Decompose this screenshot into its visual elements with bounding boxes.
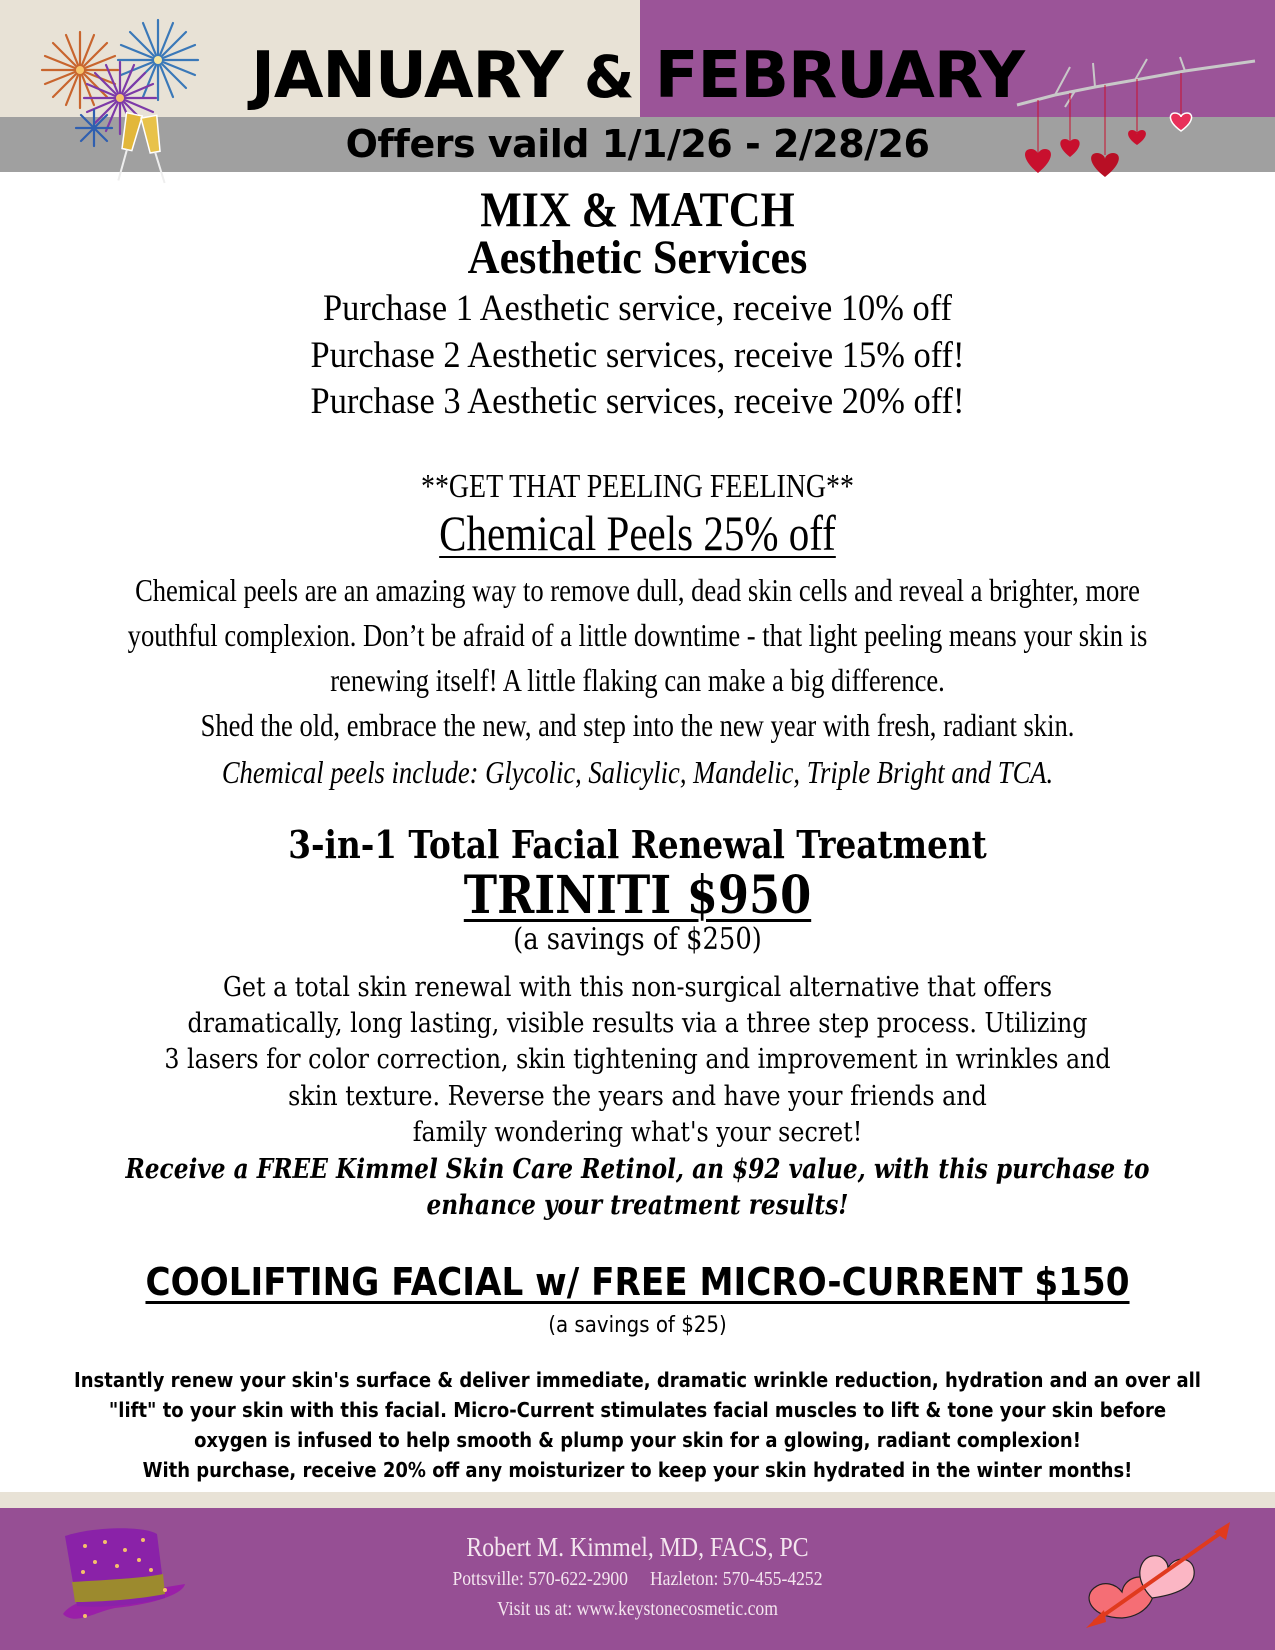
coolifting-title-text: COOLIFTING FACIAL w/ FREE MICRO-CURRENT $150 <box>145 1260 1130 1304</box>
footer-website-link[interactable]: Visit us at: www.keystonecosmetic.com <box>497 1598 778 1620</box>
peel-body-line: renewing itself! A little flaking can make a big difference. <box>330 662 945 698</box>
coolifting-body-line: With purchase, receive 20% off any moisturizer to keep your skin hydrated in the winter months! <box>142 1458 1133 1482</box>
footer-phone-numbers: Pottsville: 570-622-2900 Hazleton: 570-455-4252 <box>452 1568 823 1590</box>
mix-tier-1: Purchase 1 Aesthetic service, receive 10% off <box>322 288 952 329</box>
triniti-title-text: TRINITI $950 <box>463 865 812 926</box>
footer-practice-name: Robert M. Kimmel, MD, FACS, PC <box>466 1532 809 1562</box>
peel-body-line: Chemical peels are an amazing way to remove dull, dead skin cells and reveal a brighter, more <box>135 572 1140 608</box>
peel-body-line: youthful complexion. Don’t be afraid of a little downtime - that light peeling means your skin is <box>127 617 1148 653</box>
coolifting-body-line: oxygen is infused to help smooth & plump your skin for a glowing, radiant complexion! <box>194 1428 1081 1452</box>
hanging-hearts-icon <box>1015 55 1260 185</box>
title-february: FEBRUARY <box>654 39 1024 113</box>
triniti-body-line: skin texture. Reverse the years and have your friends and <box>288 1081 987 1112</box>
mix-match-title: MIX & MATCH <box>480 181 795 237</box>
peel-types: Chemical peels include: Glycolic, Salicylic, Mandelic, Triple Bright and TCA. <box>221 754 1054 790</box>
peel-title <box>115 504 1161 562</box>
triniti-kicker: 3-in-1 Total Facial Renewal Treatment <box>288 822 987 867</box>
mix-tier-2: Purchase 2 Aesthetic services, receive 15% off! <box>310 335 965 376</box>
triniti-body-line: Get a total skin renewal with this non-surgical alternative that offers <box>222 972 1053 1003</box>
triniti-bonus-line: enhance your treatment results! <box>426 1190 849 1221</box>
coolifting-body-line: "lift" to your skin with this facial. Micro-Current stimulates facial muscles to lift & tone your skin before <box>108 1398 1167 1422</box>
peel-title-text: Chemical Peels 25% off <box>439 505 836 561</box>
offer-validity: Offers vaild 1/1/26 - 2/28/26 <box>345 122 930 166</box>
triniti-savings: (a savings of $250) <box>513 922 762 957</box>
triniti-title <box>89 866 1186 926</box>
triniti-body-line: 3 lasers for color correction, skin tightening and improvement in wrinkles and <box>164 1044 1111 1075</box>
footer-beige-strip <box>0 1492 1275 1508</box>
coolifting-title <box>64 1258 1212 1306</box>
mix-match-subtitle: Aesthetic Services <box>467 231 808 284</box>
triniti-body-line: dramatically, long lasting, visible results via a three step process. Utilizing <box>187 1008 1088 1039</box>
title-ampersand: & <box>583 43 634 111</box>
coolifting-savings: (a savings of $25) <box>548 1313 727 1338</box>
mix-tier-3: Purchase 3 Aesthetic services, receive 20% off! <box>310 381 965 422</box>
title-january: JANUARY <box>251 39 563 113</box>
hearts-arrow-icon <box>1082 1518 1232 1628</box>
triniti-body-line: family wondering what's your secret! <box>412 1117 863 1148</box>
triniti-bonus-line: Receive a FREE Kimmel Skin Care Retinol, an $92 value, with this purchase to <box>125 1154 1150 1185</box>
coolifting-body-line: Instantly renew your skin's surface & deliver immediate, dramatic wrinkle reduction, hydration and an over all <box>74 1368 1201 1392</box>
peel-kicker: **GET THAT PEELING FEELING** <box>421 468 854 505</box>
peel-body-line: Shed the old, embrace the new, and step into the new year with fresh, radiant skin. <box>200 707 1075 743</box>
